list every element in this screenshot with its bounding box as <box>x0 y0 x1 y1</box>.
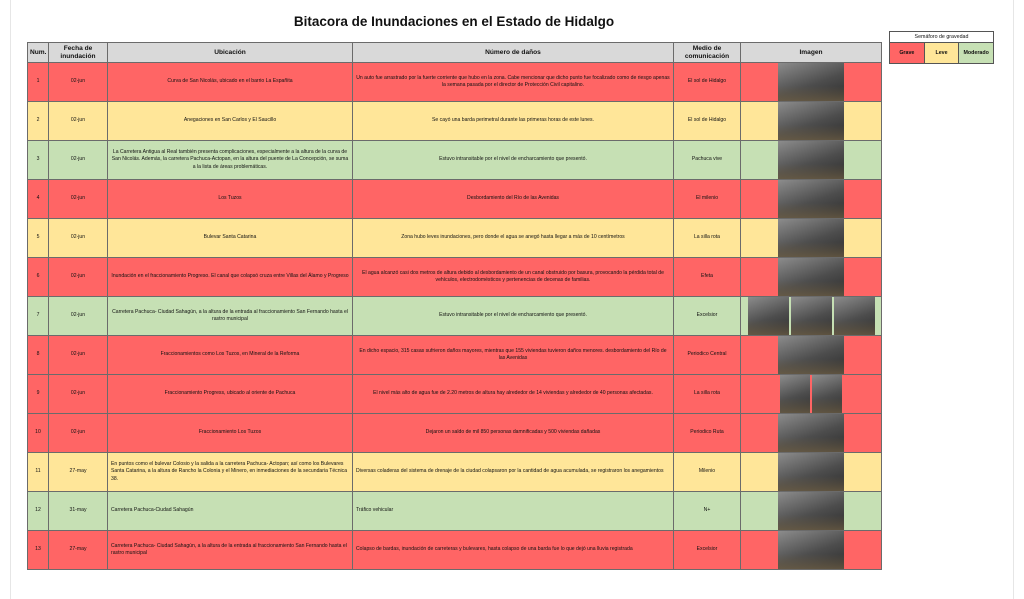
cell-imagen <box>741 492 882 531</box>
flood-photo[interactable] <box>778 492 844 530</box>
cell-danos: El nivel más alto de agua fue de 2.20 metros de altura hay alrededor de 14 viviendas y alrededor de 40 personas afectadas. <box>353 375 674 414</box>
cell-danos: El agua alcanzó casi dos metros de altura debido al desbordamiento de un canal obstruido por basura, provocando la pérdida total de vehículos, electrodomésticos y pertenencias de decenas de familias. <box>353 258 674 297</box>
cell-medio: El milenio <box>674 180 741 219</box>
flood-photo[interactable] <box>778 258 844 296</box>
cell-fecha: 02-jun <box>49 219 108 258</box>
cell-imagen <box>741 141 882 180</box>
table-header-row <box>28 43 882 63</box>
header-num: Num. <box>28 43 49 63</box>
cell-fecha: 27-may <box>49 453 108 492</box>
cell-imagen <box>741 102 882 141</box>
flood-photo[interactable] <box>791 297 832 335</box>
cell-fecha: 02-jun <box>49 141 108 180</box>
table-row <box>28 297 882 336</box>
cell-ubicacion: Inundación en el fraccionamiento Progreso. El canal que colapsó cruza entre Villas del Álamo y Progreso <box>108 258 353 297</box>
cell-danos: Se cayó una barda perimetral durante las primeras horas de este lunes. <box>353 102 674 141</box>
table-row <box>28 258 882 297</box>
table-row <box>28 531 882 570</box>
flood-photo[interactable] <box>778 141 844 179</box>
cell-medio: Excelsior <box>674 531 741 570</box>
flood-photo[interactable] <box>778 531 844 569</box>
cell-ubicacion: Los Tuzos <box>108 180 353 219</box>
table-row <box>28 453 882 492</box>
cell-imagen <box>741 297 882 336</box>
cell-fecha: 02-jun <box>49 375 108 414</box>
flood-log-table <box>27 42 882 570</box>
flood-photo[interactable] <box>778 102 844 140</box>
header-ubicacion: Ubicación <box>108 43 353 63</box>
cell-num: 4 <box>28 180 49 219</box>
cell-fecha: 02-jun <box>49 63 108 102</box>
cell-medio: Pachuca vive <box>674 141 741 180</box>
cell-medio: Periodico Ruta <box>674 414 741 453</box>
cell-danos: Tráfico vehicular <box>353 492 674 531</box>
table-row <box>28 102 882 141</box>
cell-ubicacion: La Carretera Antigua al Real también presenta complicaciones, especialmente a la altura de la curva de San Nicolás. Además, la carretera Pachuca-Actopan, en la altura del puente de La Concepción, se suma a la lista de áreas problemáticas. <box>108 141 353 180</box>
flood-photo[interactable] <box>778 414 844 452</box>
flood-photo[interactable] <box>748 297 789 335</box>
cell-ubicacion: Anegaciones en San Carlos y El Saucillo <box>108 102 353 141</box>
cell-imagen <box>741 414 882 453</box>
cell-ubicacion: Fraccionamiento Los Tuzos <box>108 414 353 453</box>
cell-num: 8 <box>28 336 49 375</box>
cell-fecha: 02-jun <box>49 258 108 297</box>
cell-danos: En dicho espacio, 315 casas sufrieron daños mayores, mientras que 155 viviendas tuvieron daños menores. desbordamiento del Río de las Avenidas <box>353 336 674 375</box>
legend-leve: Leve <box>925 43 960 63</box>
cell-ubicacion: Carretera Pachuca- Ciudad Sahagún, a la altura de la entrada al fraccionamiento San Fernando hasta el rastro municipal <box>108 531 353 570</box>
cell-fecha: 02-jun <box>49 102 108 141</box>
cell-medio: Milenio <box>674 453 741 492</box>
header-danos: Número de daños <box>353 43 674 63</box>
cell-medio: Periodico Central <box>674 336 741 375</box>
legend-row <box>890 43 993 63</box>
cell-fecha: 02-jun <box>49 336 108 375</box>
cell-ubicacion: Fraccionamientos como Los Tuzos, en Mineral de la Reforma <box>108 336 353 375</box>
cell-danos: Estuvo intransitable por el nivel de encharcamiento que presentó. <box>353 141 674 180</box>
cell-imagen <box>741 453 882 492</box>
cell-imagen <box>741 258 882 297</box>
cell-ubicacion: En puntos como el bulevar Colosio y la salida a la carretera Pachuca- Actopan; así como los Bulevares Santa Catarina, a la altura de Rancho la Colonia y el Minero, en inmediaciones de la secundaria Técnica 38. <box>108 453 353 492</box>
cell-medio: La silla rota <box>674 375 741 414</box>
cell-fecha: 02-jun <box>49 414 108 453</box>
cell-imagen <box>741 375 882 414</box>
flood-photo[interactable] <box>778 219 844 257</box>
table-row <box>28 219 882 258</box>
cell-num: 7 <box>28 297 49 336</box>
legend-title: Semáforo de gravedad <box>890 32 993 43</box>
cell-danos: Dejaron un saldo de mil 850 personas damnificadas y 500 viviendas dañadas <box>353 414 674 453</box>
cell-imagen <box>741 336 882 375</box>
cell-medio: El sol de Hidalgo <box>674 102 741 141</box>
cell-fecha: 02-jun <box>49 180 108 219</box>
table-row <box>28 180 882 219</box>
cell-num: 9 <box>28 375 49 414</box>
cell-fecha: 02-jun <box>49 297 108 336</box>
cell-danos: Diversas coladeras del sistema de drenaje de la ciudad colapsaron por la cantidad de agua acumulada, se registraron los anegamientos <box>353 453 674 492</box>
table-row <box>28 414 882 453</box>
table-row <box>28 63 882 102</box>
table-body <box>28 63 882 570</box>
cell-num: 2 <box>28 102 49 141</box>
legend-moderado: Moderado <box>959 43 993 63</box>
flood-photo[interactable] <box>778 180 844 218</box>
document-title: Bitacora de Inundaciones en el Estado de Hidalgo <box>293 14 615 29</box>
cell-danos: Desbordamiento del Río de las Avenidas <box>353 180 674 219</box>
cell-danos: Colapso de bardas, inundación de carreteras y bulevares, hasta colapso de una barda fue lo que dejó una lluvia registrada <box>353 531 674 570</box>
flood-photo[interactable] <box>812 375 842 413</box>
table-row <box>28 492 882 531</box>
cell-danos: Zona hubo leves inundaciones, pero donde el agua se anegó hasta llegar a más de 10 centímetros <box>353 219 674 258</box>
cell-medio: N+ <box>674 492 741 531</box>
cell-medio: Efeta <box>674 258 741 297</box>
cell-num: 12 <box>28 492 49 531</box>
flood-photo[interactable] <box>778 453 844 491</box>
cell-num: 13 <box>28 531 49 570</box>
severity-legend <box>889 31 994 64</box>
flood-photo[interactable] <box>780 375 810 413</box>
header-fecha: Fecha de inundación <box>49 43 108 63</box>
header-imagen: Imagen <box>741 43 882 63</box>
cell-imagen <box>741 219 882 258</box>
cell-danos: Un auto fue arrastrado por la fuerte corriente que hubo en la zona. Cabe mencionar que dicho punto fue focalizado como de riesgo apenas la semana pasada por el director de Protección Civil capitalino. <box>353 63 674 102</box>
cell-num: 11 <box>28 453 49 492</box>
table-row <box>28 336 882 375</box>
cell-num: 1 <box>28 63 49 102</box>
header-medio: Medio de comunicación <box>674 43 741 63</box>
cell-fecha: 31-may <box>49 492 108 531</box>
cell-imagen <box>741 63 882 102</box>
cell-num: 10 <box>28 414 49 453</box>
cell-fecha: 27-may <box>49 531 108 570</box>
cell-ubicacion: Bulevar Santa Catarina <box>108 219 353 258</box>
cell-num: 6 <box>28 258 49 297</box>
cell-medio: Excelsior <box>674 297 741 336</box>
cell-num: 3 <box>28 141 49 180</box>
flood-photo[interactable] <box>778 336 844 374</box>
cell-medio: El sol de Hidalgo <box>674 63 741 102</box>
table-row <box>28 375 882 414</box>
cell-ubicacion: Curva de San Nicolás, ubicado en el barrio La Españita <box>108 63 353 102</box>
flood-photo[interactable] <box>834 297 875 335</box>
cell-medio: La silla rota <box>674 219 741 258</box>
cell-imagen <box>741 531 882 570</box>
table-row <box>28 141 882 180</box>
cell-ubicacion: Carretera Pachuca-Ciudad Sahagún <box>108 492 353 531</box>
cell-ubicacion: Fraccionamiento Progress, ubicado al oriente de Pachuca <box>108 375 353 414</box>
cell-num: 5 <box>28 219 49 258</box>
cell-imagen <box>741 180 882 219</box>
flood-photo[interactable] <box>778 63 844 101</box>
cell-ubicacion: Carretera Pachuca- Ciudad Sahagún, a la altura de la entrada al fraccionamiento San Fernando hasta el rastro municipal <box>108 297 353 336</box>
cell-danos: Estuvo intransitable por el nivel de encharcamiento que presentó. <box>353 297 674 336</box>
legend-grave: Grave <box>890 43 925 63</box>
